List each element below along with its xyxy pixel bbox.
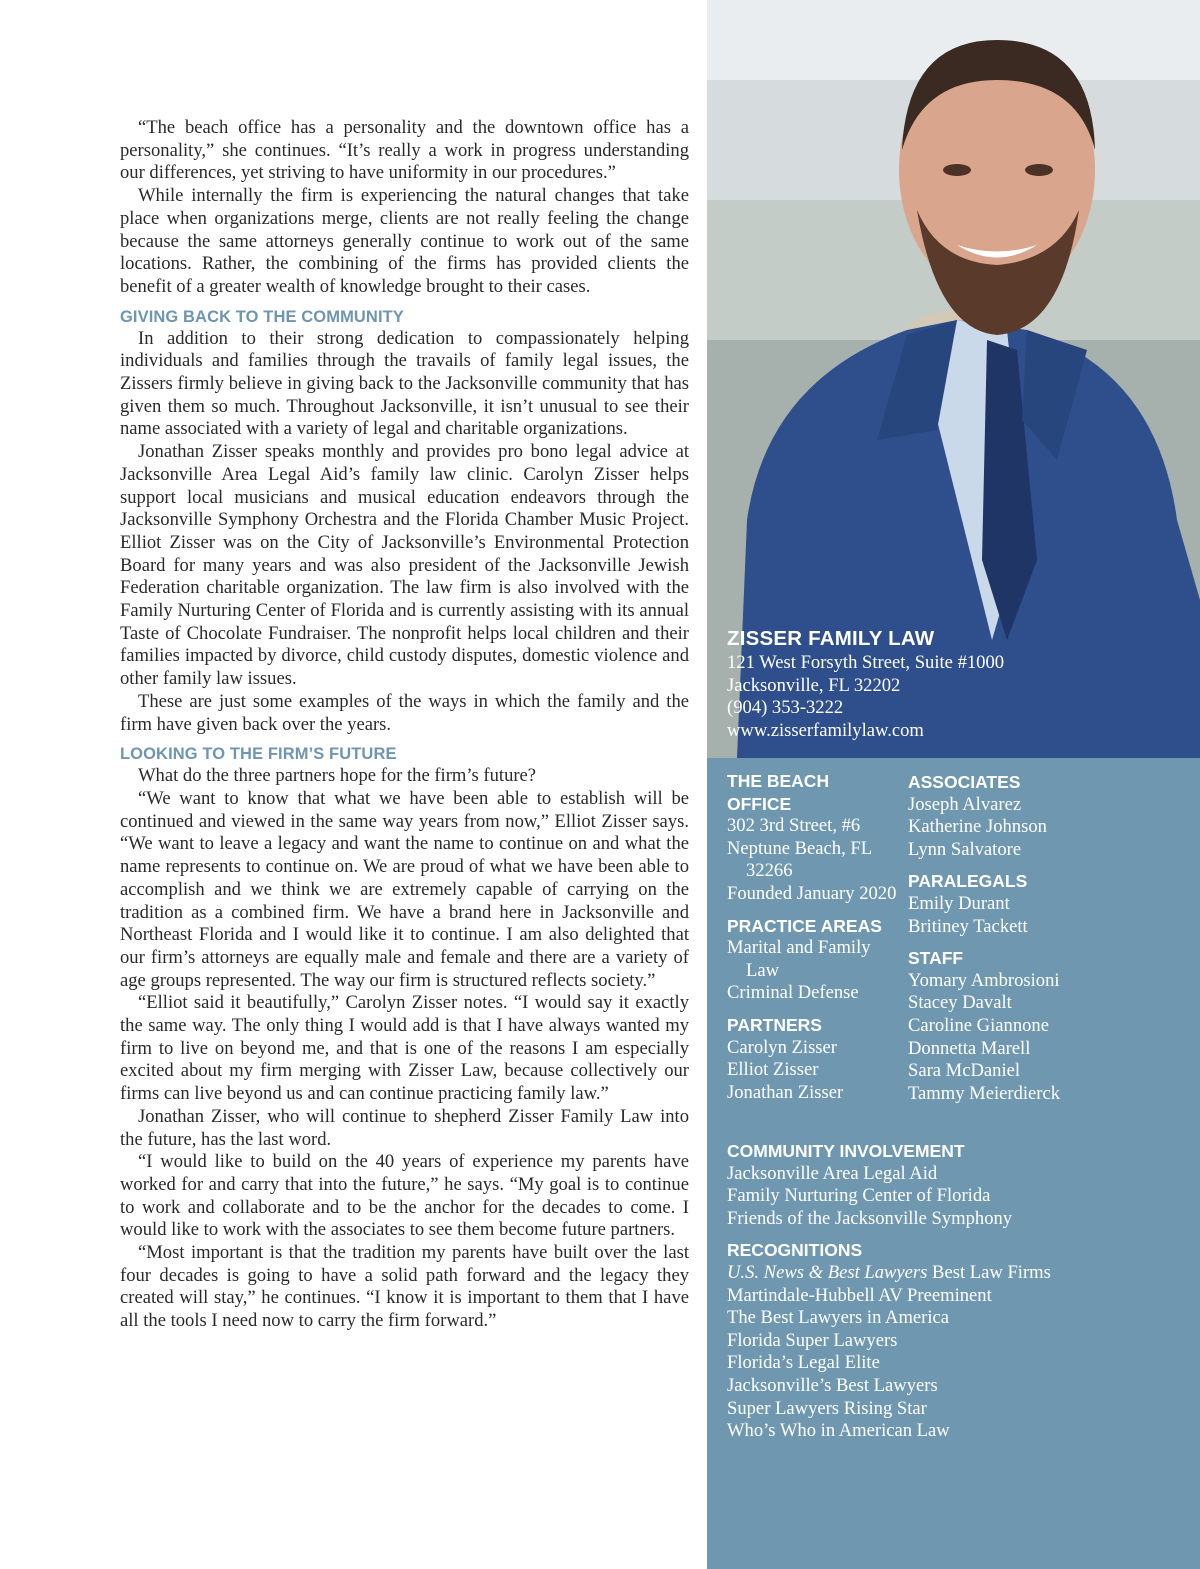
community-item: Jacksonville Area Legal Aid [727, 1162, 938, 1184]
firm-name: ZISSER FAMILY LAW [727, 627, 935, 650]
article-paragraph: Jonathan Zisser speaks monthly and provides pro bono legal advice at Jacksonville Area Legal Aid’s family law clinic. Carolyn Zisser helps support local musicians and musical education endeavors through the Jacksonville Symphony Orchestra and the Florida Chamber Music Project. Elliot Zisser was on the City of Jacksonville’s Environmental Protection Board for many years and was also president of the Jacksonville Jewish Federation charitable organization. The law firm is also involved with the Family Nurturing Center of Florida and is currently assisting with its annual Taste of Chocolate Fundraiser. The nonprofit helps local children and their families impacted by divorce, child custody disputes, domestic violence and other family law issues. [120, 441, 689, 690]
recognition-item: Florida Super Lawyers [727, 1329, 898, 1351]
beach-office-founded: Founded January 2020 [727, 882, 897, 904]
recognition-item: Florida’s Legal Elite [727, 1352, 880, 1374]
recognitions-heading: RECOGNITIONS [727, 1240, 863, 1261]
article-paragraph: Jonathan Zisser, who will continue to shepherd Zisser Family Law into the future, has the last word. [120, 1105, 689, 1150]
sidebar-column-right [908, 771, 1188, 1105]
partner-item: Jonathan Zisser [727, 1081, 844, 1103]
article-paragraph: In addition to their strong dedication to compassionately helping individuals and families through the travails of family legal issues, the Zissers firmly believe in giving back to the Jacksonville community that has given them so much. Throughout Jacksonville, it isn’t unusual to see their name associated with a variety of legal and charitable organizations. [120, 327, 689, 440]
associate-item: Katherine Johnson [908, 816, 1047, 838]
article-paragraph: “Elliot said it beautifully,” Carolyn Zisser notes. “I would say it exactly the same way. The only thing I would add is that I have always wanted my firm to live on beyond me, and that is one of the reasons I am especially excited about my firm merging with Zisser Law, because collectively our firms can live beyond us and can continue practicing family law.” [120, 992, 689, 1105]
article-paragraph: These are just some examples of the ways in which the family and the firm have given back over the years. [120, 690, 689, 735]
practice-areas-heading: PRACTICE AREAS [727, 915, 882, 936]
staff-item: Sara McDaniel [908, 1060, 1021, 1082]
paralegal-item: Emily Durant [908, 892, 1010, 914]
sidebar [707, 0, 1200, 1569]
recognition-item [727, 1262, 1187, 1285]
recognition-item: Super Lawyers Rising Star [727, 1397, 927, 1419]
staff-item: Tammy Meierdierck [908, 1082, 1061, 1104]
paralegal-item: Britiney Tackett [908, 915, 1028, 937]
recognition-rest: Best Law Firms [927, 1261, 1051, 1283]
article-paragraph: While internally the firm is experiencing the natural changes that take place when organizations merge, clients are not really feeling the change because the same attorneys generally continue to work out of the same locations. Rather, the combining of the firms has provided clients the benefit of a greater wealth of knowledge brought to their cases. [120, 185, 689, 297]
firm-address-line1: 121 West Forsyth Street, Suite #1000 [727, 652, 1005, 673]
article-paragraph: “We want to know that what we have been able to establish will be continued and viewed in the same way years from now,” Elliot Zisser says. “We want to leave a legacy and want the name to continue on and what the name represents to continue on. We are proud of what we have been able to accomplish and we think we are extremely capable of carrying on the tradition as a combined firm. We have a brand here in Jacksonville and Northeast Florida and I would like it to continue. I am also delighted that our firm’s attorneys are equally male and female and there are a variety of age groups represented. The way our firm is structured reflects society.” [120, 787, 689, 991]
associate-item: Lynn Salvatore [908, 838, 1022, 860]
section-heading-community: GIVING BACK TO THE COMMUNITY [120, 307, 404, 326]
article-paragraph: What do the three partners hope for the firm’s future? [138, 765, 537, 787]
practice-area-item: Marital and Family Law [727, 937, 871, 981]
associate-item: Joseph Alvarez [908, 793, 1022, 815]
article-paragraph: “Most important is that the tradition my parents have built over the last four decades is going to have a solid path forward and the legacy they created will stay,” he continues. “I know it is important to them that I have all the tools I need now to carry the firm forward.” [120, 1242, 689, 1332]
beach-office-heading-line1: THE BEACH [727, 771, 830, 791]
recognition-italic: U.S. News & Best Lawyers [727, 1261, 928, 1283]
recognition-item: Martindale-Hubbell AV Preeminent [727, 1284, 992, 1306]
sidebar-bottom [727, 1140, 1187, 1443]
article-body [120, 117, 689, 1333]
practice-area-item: Criminal Defense [727, 982, 859, 1004]
paralegals-heading: PARALEGALS [908, 871, 1028, 892]
beach-office-heading-line2: OFFICE [727, 793, 792, 814]
firm-contact [727, 626, 1004, 742]
staff-heading: STAFF [908, 948, 964, 969]
firm-phone: (904) 353-3222 [727, 697, 844, 719]
beach-office-heading [727, 770, 897, 815]
recognition-item: Jacksonville’s Best Lawyers [727, 1374, 938, 1396]
associates-heading: ASSOCIATES [908, 772, 1021, 792]
beach-office-street: 302 3rd Street, #6 [727, 815, 861, 837]
community-heading: COMMUNITY INVOLVEMENT [727, 1141, 965, 1161]
staff-item: Yomary Ambrosioni [908, 969, 1060, 991]
community-item: Friends of the Jacksonville Symphony [727, 1207, 1013, 1229]
firm-address-line2: Jacksonville, FL 32202 [727, 674, 901, 696]
portrait-photo [707, 0, 1200, 758]
firm-website: www.zisserfamilylaw.com [727, 719, 924, 741]
article-paragraph: “The beach office has a personality and the downtown office has a personality,” she continues. “It’s really a work in progress understanding our differences, yet striving to have uniformity in our procedures.” [120, 117, 689, 184]
partner-item: Carolyn Zisser [727, 1036, 837, 1058]
recognition-item: Who’s Who in American Law [727, 1420, 950, 1442]
beach-office-city: Neptune Beach, FL 32266 [727, 837, 872, 882]
community-item: Family Nurturing Center of Florida [727, 1185, 991, 1207]
staff-item: Stacey Davalt [908, 992, 1012, 1014]
staff-item: Donnetta Marell [908, 1037, 1031, 1059]
staff-item: Caroline Giannone [908, 1014, 1049, 1036]
recognition-item: The Best Lawyers in America [727, 1307, 950, 1329]
article-paragraph: “I would like to build on the 40 years of experience my parents have worked for and carry that into the future,” he says. “My goal is to continue to work and collaborate and to be the anchor for the decades to come. I would like to work with the associates to see them become future partners. [120, 1151, 689, 1241]
section-heading-future: LOOKING TO THE FIRM’S FUTURE [120, 745, 397, 764]
partners-heading: PARTNERS [727, 1014, 822, 1035]
partner-item: Elliot Zisser [727, 1059, 819, 1081]
sidebar-column-left [727, 770, 897, 1104]
